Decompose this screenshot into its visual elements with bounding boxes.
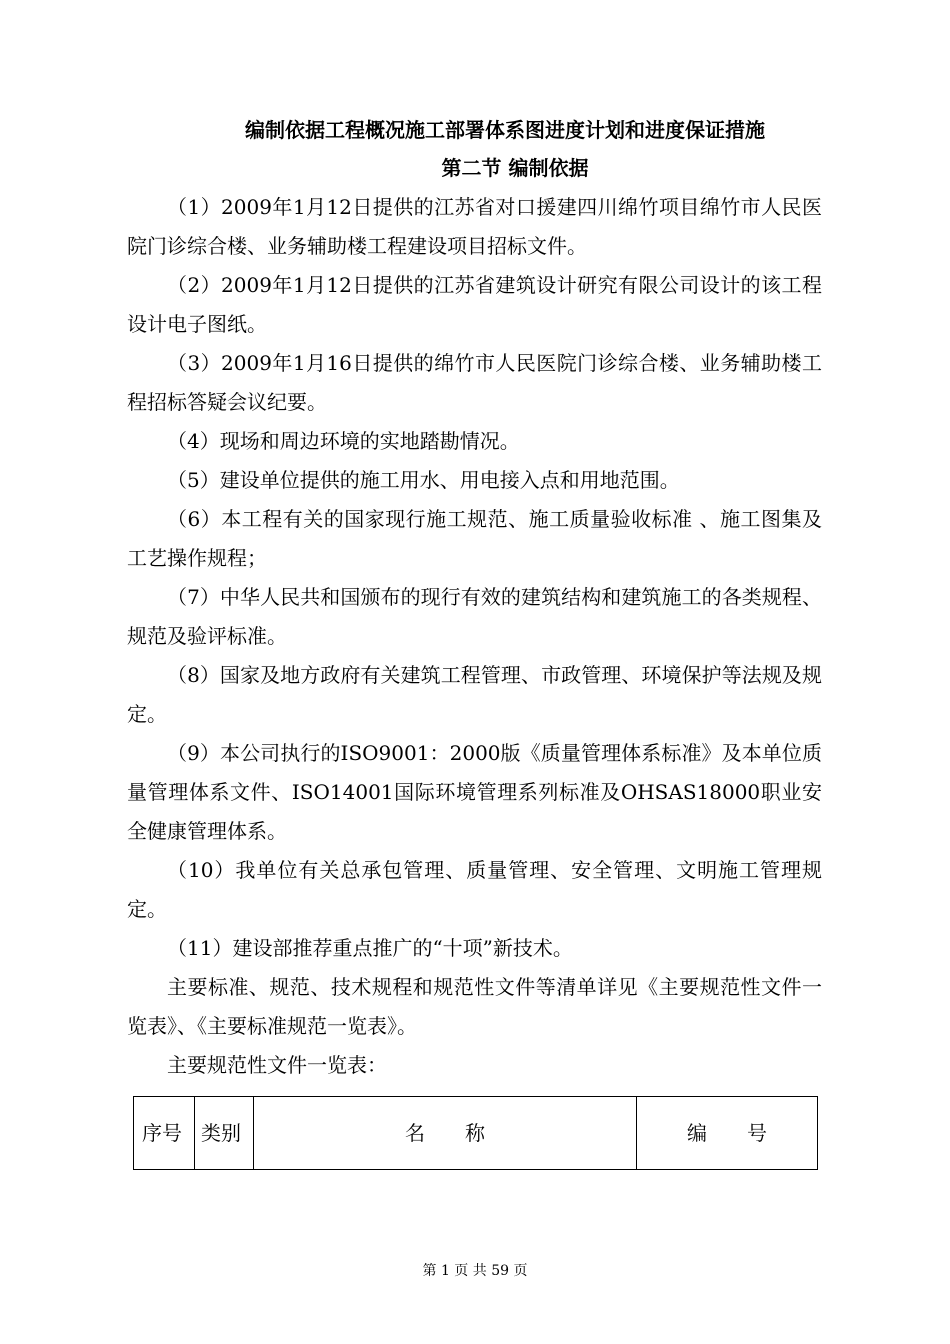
header-cell-index: 序号 bbox=[134, 1097, 195, 1170]
paragraph: （6）本工程有关的国家现行施工规范、施工质量验收标准 、施工图集及工艺操作规程； bbox=[127, 507, 822, 570]
paragraph: （11）建设部推荐重点推广的“十项”新技术。 bbox=[167, 936, 573, 960]
header-cell-name: 名 称 bbox=[254, 1097, 637, 1170]
paragraph: （9）本公司执行的ISO9001：2000版《质量管理体系标准》及本单位质量管理体系文件、ISO14001国际环境管理系列标准及OHSAS18000职业安全健康管理体系。 bbox=[127, 741, 822, 843]
paragraph: （10）我单位有关总承包管理、质量管理、安全管理、文明施工管理规定。 bbox=[127, 858, 822, 921]
table-header-row bbox=[134, 1097, 818, 1170]
paragraph: （1）2009年1月12日提供的江苏省对口援建四川绵竹项目绵竹市人民医院门诊综合楼、业务辅助楼工程建设项目招标文件。 bbox=[127, 195, 822, 258]
paragraph: （5）建设单位提供的施工用水、用电接入点和用地范围。 bbox=[167, 468, 680, 492]
header-cell-category: 类别 bbox=[195, 1097, 254, 1170]
document-list-table bbox=[133, 1096, 818, 1170]
document-title: 编制依据工程概况施工部署体系图进度计划和进度保证措施 bbox=[245, 118, 765, 142]
section-title: 第二节 编制依据 bbox=[441, 156, 589, 180]
paragraph: （2）2009年1月12日提供的江苏省建筑设计研究有限公司设计的该工程设计电子图纸。 bbox=[127, 273, 822, 336]
paragraph: （7）中华人民共和国颁布的现行有效的建筑结构和建筑施工的各类规程、规范及验评标准。 bbox=[127, 585, 822, 648]
paragraph: 主要规范性文件一览表： bbox=[167, 1053, 387, 1077]
paragraph: （3）2009年1月16日提供的绵竹市人民医院门诊综合楼、业务辅助楼工程招标答疑会议纪要。 bbox=[127, 351, 822, 414]
document-body bbox=[127, 188, 822, 1085]
paragraph: （4）现场和周边环境的实地踏勘情况。 bbox=[167, 429, 520, 453]
paragraph: （8）国家及地方政府有关建筑工程管理、市政管理、环境保护等法规及规定。 bbox=[127, 663, 822, 726]
page-footer: 第 1 页 共 59 页 bbox=[422, 1263, 528, 1279]
header-cell-code: 编 号 bbox=[637, 1097, 818, 1170]
paragraph: 主要标准、规范、技术规程和规范性文件等清单详见《主要规范性文件一览表》、《主要标准规范一览表》。 bbox=[127, 975, 822, 1038]
